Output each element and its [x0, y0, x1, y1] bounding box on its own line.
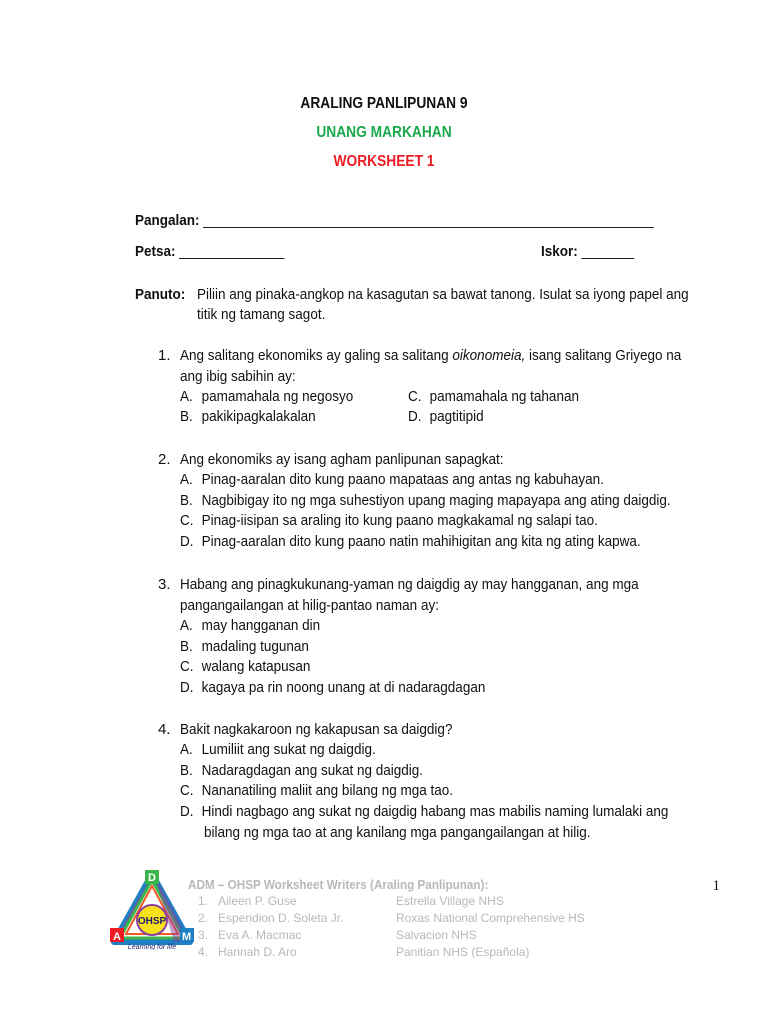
svg-text:OHSP: OHSP — [137, 916, 167, 927]
option-b: B. Nagbibigay ito ng mga suhestiyon upang maging mapayapa ang ating daigdig. — [180, 492, 671, 509]
name-label: Pangalan: — [135, 212, 200, 229]
name-field — [135, 212, 711, 229]
writer-num: 1. — [198, 894, 209, 908]
instructions-label: Panuto: — [135, 286, 186, 303]
question-text-line-2: pangangailangan at hilig-pantao naman ay: — [180, 597, 439, 614]
page-number: 1 — [712, 878, 720, 894]
option-c: C. Pinag-iisipan sa araling ito kung paano magkakamal ng salapi tao. — [180, 512, 598, 529]
option-d: D. Hindi nagbago ang sukat ng daigdig habang mas mabilis naming lumalaki ang — [180, 803, 669, 820]
option-a: A. Pinag-aaralan dito kung paano mapataas ang antas ng kabuhayan. — [180, 471, 604, 488]
writer-num: 2. — [198, 911, 209, 925]
option-d: D. Pinag-aaralan dito kung paano natin mahihigitan ang kita ng ating kapwa. — [180, 533, 641, 550]
question-3 — [0, 574, 768, 699]
question-number: 3. — [158, 576, 171, 593]
writer-name: Eva A. Macmac — [218, 928, 302, 942]
question-4 — [0, 719, 768, 849]
date-field — [135, 243, 301, 260]
question-number: 2. — [158, 451, 171, 468]
option-a: A. Lumiliit ang sukat ng daigdig. — [180, 741, 376, 758]
writer-school: Salvacion NHS — [396, 928, 477, 942]
question-text: Habang ang pinagkukunang-yaman ng daigdig ay may hangganan, ang mga — [180, 576, 639, 593]
score-field — [541, 243, 644, 260]
option-b: B. madaling tugunan — [180, 638, 309, 655]
instructions-line-1: Piliin ang pinaka-angkop na kasagutan sa bawat tanong. Isulat sa iyong papel ang — [197, 286, 689, 303]
svg-text:Learning for life: Learning for life — [127, 944, 177, 950]
writer-name: Esperidion D. Soleta Jr. — [218, 911, 344, 925]
writers-list — [0, 894, 768, 964]
question-number: 1. — [158, 347, 171, 364]
question-1 — [0, 345, 768, 435]
name-line: ____________________________________________________________ — [203, 212, 654, 229]
question-number: 4. — [158, 721, 171, 738]
question-text: Ang salitang ekonomiks ay galing sa salitang oikonomeia, isang salitang Griyego na — [180, 347, 682, 364]
question-text-line-2: ang ibig sabihin ay: — [180, 368, 296, 385]
option-d: D. pagtitipid — [408, 408, 484, 425]
question-text: Ang ekonomiks ay isang agham panlipunan sapagkat: — [180, 451, 504, 468]
writer-name: Aileen P. Guse — [218, 894, 297, 908]
writer-num: 4. — [198, 945, 209, 959]
writer-name: Hannah D. Aro — [218, 945, 297, 959]
question-text: Bakit nagkakaroon ng kakapusan sa daigdig? — [180, 721, 453, 738]
svg-text:M: M — [182, 931, 192, 943]
subject-title: ARALING PANLIPUNAN 9 — [300, 95, 468, 112]
date-label: Petsa: — [135, 243, 176, 260]
svg-text:D: D — [148, 872, 156, 884]
option-a: A. may hangganan din — [180, 617, 321, 634]
score-line: _______ — [581, 243, 635, 260]
date-line: ______________ — [179, 243, 285, 260]
option-c: C. pamamahala ng tahanan — [408, 388, 579, 405]
writer-school: Panitian NHS (Española) — [396, 945, 530, 959]
writer-num: 3. — [198, 928, 209, 942]
option-d: D. kagaya pa rin noong unang at di nadaragdagan — [180, 679, 486, 696]
option-b: B. pakikipagkalakalan — [180, 408, 316, 425]
writers-heading: ADM – OHSP Worksheet Writers (Araling Panlipunan): — [188, 877, 489, 892]
worksheet-title: WORKSHEET 1 — [333, 153, 435, 170]
option-c: C. Nananatiling maliit ang bilang ng mga tao. — [180, 782, 454, 799]
score-label: Iskor: — [541, 243, 578, 260]
option-c: C. walang katapusan — [180, 658, 311, 675]
option-a: A. pamamahala ng negosyo — [180, 388, 354, 405]
option-d-line-2: bilang ng mga tao at ang kanilang mga pangangailangan at hilig. — [204, 824, 591, 841]
quarter-title: UNANG MARKAHAN — [316, 124, 452, 141]
svg-text:A: A — [113, 931, 121, 943]
writer-school: Roxas National Comprehensive HS — [396, 911, 585, 925]
question-2 — [0, 449, 768, 559]
option-b: B. Nadaragdagan ang sukat ng daigdig. — [180, 762, 424, 779]
writer-school: Estrella Village NHS — [396, 894, 504, 908]
instructions-line-2: titik ng tamang sagot. — [197, 306, 326, 323]
